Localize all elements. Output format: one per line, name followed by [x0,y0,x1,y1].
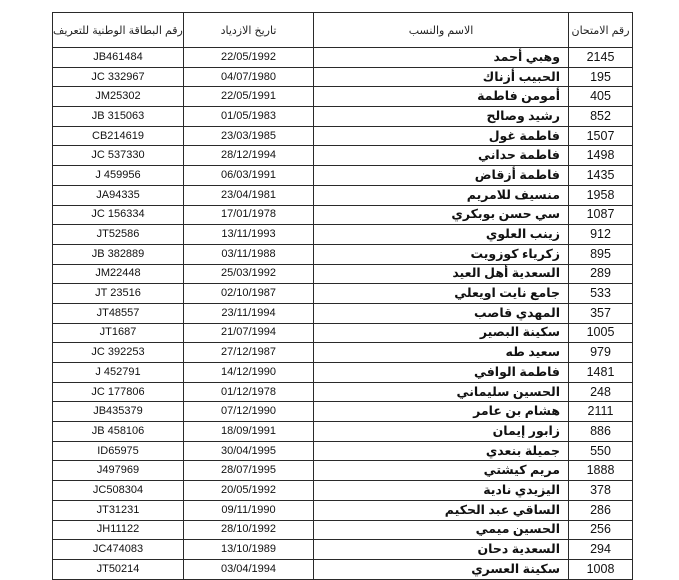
cell-birth-date: 01/12/1978 [184,382,314,402]
cell-name: سي حسن بوبكري [314,205,569,225]
cell-name: وهبي أحمد [314,48,569,68]
cell-id-card: JC 537330 [53,146,184,166]
cell-exam-number: 895 [569,244,633,264]
cell-birth-date: 07/12/1990 [184,402,314,422]
cell-birth-date: 23/03/1985 [184,126,314,146]
header-exam-number: رقم الامتحان [569,13,633,48]
table-row [53,402,633,422]
cell-name: فاطمة غول [314,126,569,146]
cell-id-card: JM22448 [53,264,184,284]
cell-id-card: JC474083 [53,540,184,560]
cell-id-card: JT48557 [53,303,184,323]
cell-birth-date: 30/04/1995 [184,441,314,461]
cell-birth-date: 13/11/1993 [184,225,314,245]
table-row [53,107,633,127]
table-row [53,559,633,579]
cell-birth-date: 18/09/1991 [184,422,314,442]
cell-id-card: J 459956 [53,166,184,186]
cell-id-card: JA94335 [53,185,184,205]
cell-birth-date: 27/12/1987 [184,343,314,363]
cell-name: الحبيب أزناك [314,67,569,87]
cell-id-card: JM25302 [53,87,184,107]
cell-exam-number: 378 [569,481,633,501]
table-row [53,126,633,146]
cell-birth-date: 06/03/1991 [184,166,314,186]
results-sheet [52,12,632,580]
cell-birth-date: 17/01/1978 [184,205,314,225]
cell-exam-number: 286 [569,500,633,520]
header-row [53,13,633,48]
cell-exam-number: 2145 [569,48,633,68]
table-row [53,225,633,245]
table-row [53,205,633,225]
cell-birth-date: 23/04/1981 [184,185,314,205]
cell-id-card: JT 23516 [53,284,184,304]
cell-name: زابور إيمان [314,422,569,442]
cell-exam-number: 550 [569,441,633,461]
table-row [53,382,633,402]
table-row [53,500,633,520]
cell-name: السعدية دحان [314,540,569,560]
cell-name: المهدي قاصب [314,303,569,323]
cell-exam-number: 1481 [569,363,633,383]
table-row [53,67,633,87]
cell-id-card: ID65975 [53,441,184,461]
table-row [53,264,633,284]
cell-exam-number: 1888 [569,461,633,481]
cell-exam-number: 2111 [569,402,633,422]
cell-exam-number: 256 [569,520,633,540]
cell-id-card: J 452791 [53,363,184,383]
cell-exam-number: 1498 [569,146,633,166]
cell-name: زكرياء كوزويت [314,244,569,264]
cell-exam-number: 1958 [569,185,633,205]
header-id-card: رقم البطاقة الوطنية للتعريف [53,13,184,48]
table-row [53,185,633,205]
table-row [53,166,633,186]
cell-exam-number: 1008 [569,559,633,579]
cell-id-card: JC 156334 [53,205,184,225]
cell-birth-date: 13/10/1989 [184,540,314,560]
cell-id-card: JH11122 [53,520,184,540]
cell-birth-date: 28/07/1995 [184,461,314,481]
cell-birth-date: 20/05/1992 [184,481,314,501]
cell-exam-number: 1507 [569,126,633,146]
header-birth-date: تاريخ الازدياد [184,13,314,48]
cell-exam-number: 405 [569,87,633,107]
cell-id-card: JB 458106 [53,422,184,442]
table-row [53,343,633,363]
table-body [53,48,633,580]
header-name: الاسم والنسب [314,13,569,48]
cell-id-card: JB461484 [53,48,184,68]
cell-name: زينب العلوي [314,225,569,245]
cell-id-card: JC508304 [53,481,184,501]
cell-name: فاطمة الوافي [314,363,569,383]
cell-birth-date: 23/11/1994 [184,303,314,323]
cell-name: سكينة البصير [314,323,569,343]
cell-exam-number: 195 [569,67,633,87]
cell-birth-date: 14/12/1990 [184,363,314,383]
table-row [53,422,633,442]
table-row [53,146,633,166]
table-row [53,441,633,461]
cell-name: مريم كيشتي [314,461,569,481]
cell-name: أمومن فاطمة [314,87,569,107]
cell-exam-number: 979 [569,343,633,363]
cell-exam-number: 1005 [569,323,633,343]
table-header [53,13,633,48]
table-row [53,520,633,540]
cell-exam-number: 289 [569,264,633,284]
cell-exam-number: 852 [569,107,633,127]
cell-birth-date: 28/10/1992 [184,520,314,540]
table-row [53,303,633,323]
cell-name: فاطمة حداني [314,146,569,166]
table-row [53,323,633,343]
cell-exam-number: 248 [569,382,633,402]
table-row [53,540,633,560]
table-row [53,284,633,304]
cell-birth-date: 28/12/1994 [184,146,314,166]
cell-id-card: J497969 [53,461,184,481]
cell-birth-date: 03/11/1988 [184,244,314,264]
cell-name: فاطمة أزقاض [314,166,569,186]
cell-name: الحسين ميمي [314,520,569,540]
cell-id-card: JC 332967 [53,67,184,87]
cell-name: سكينة العسري [314,559,569,579]
cell-exam-number: 1435 [569,166,633,186]
cell-name: رشيد وصالح [314,107,569,127]
cell-birth-date: 01/05/1983 [184,107,314,127]
table-row [53,461,633,481]
cell-birth-date: 02/10/1987 [184,284,314,304]
cell-birth-date: 21/07/1994 [184,323,314,343]
cell-id-card: JC 392253 [53,343,184,363]
cell-name: منسيف للامريم [314,185,569,205]
cell-exam-number: 357 [569,303,633,323]
cell-exam-number: 1087 [569,205,633,225]
cell-name: اليزيدي نادية [314,481,569,501]
cell-id-card: JB435379 [53,402,184,422]
cell-id-card: JB 382889 [53,244,184,264]
cell-id-card: JT52586 [53,225,184,245]
cell-id-card: JB 315063 [53,107,184,127]
candidates-table [52,12,633,580]
cell-birth-date: 09/11/1990 [184,500,314,520]
cell-name: هشام بن عامر [314,402,569,422]
cell-name: جامع نايت اويعلي [314,284,569,304]
cell-exam-number: 886 [569,422,633,442]
cell-name: سعيد طه [314,343,569,363]
table-row [53,481,633,501]
cell-exam-number: 533 [569,284,633,304]
cell-id-card: JT50214 [53,559,184,579]
cell-exam-number: 912 [569,225,633,245]
cell-birth-date: 25/03/1992 [184,264,314,284]
cell-name: جميلة بنعدي [314,441,569,461]
cell-exam-number: 294 [569,540,633,560]
cell-birth-date: 22/05/1992 [184,48,314,68]
table-row [53,244,633,264]
cell-name: الحسين سليماني [314,382,569,402]
cell-birth-date: 04/07/1980 [184,67,314,87]
cell-name: السعدية أهل العيد [314,264,569,284]
table-row [53,363,633,383]
cell-name: الساقي عبد الحكيم [314,500,569,520]
table-row [53,48,633,68]
cell-id-card: JT1687 [53,323,184,343]
table-row [53,87,633,107]
cell-birth-date: 22/05/1991 [184,87,314,107]
cell-id-card: CB214619 [53,126,184,146]
cell-id-card: JT31231 [53,500,184,520]
cell-birth-date: 03/04/1994 [184,559,314,579]
cell-id-card: JC 177806 [53,382,184,402]
